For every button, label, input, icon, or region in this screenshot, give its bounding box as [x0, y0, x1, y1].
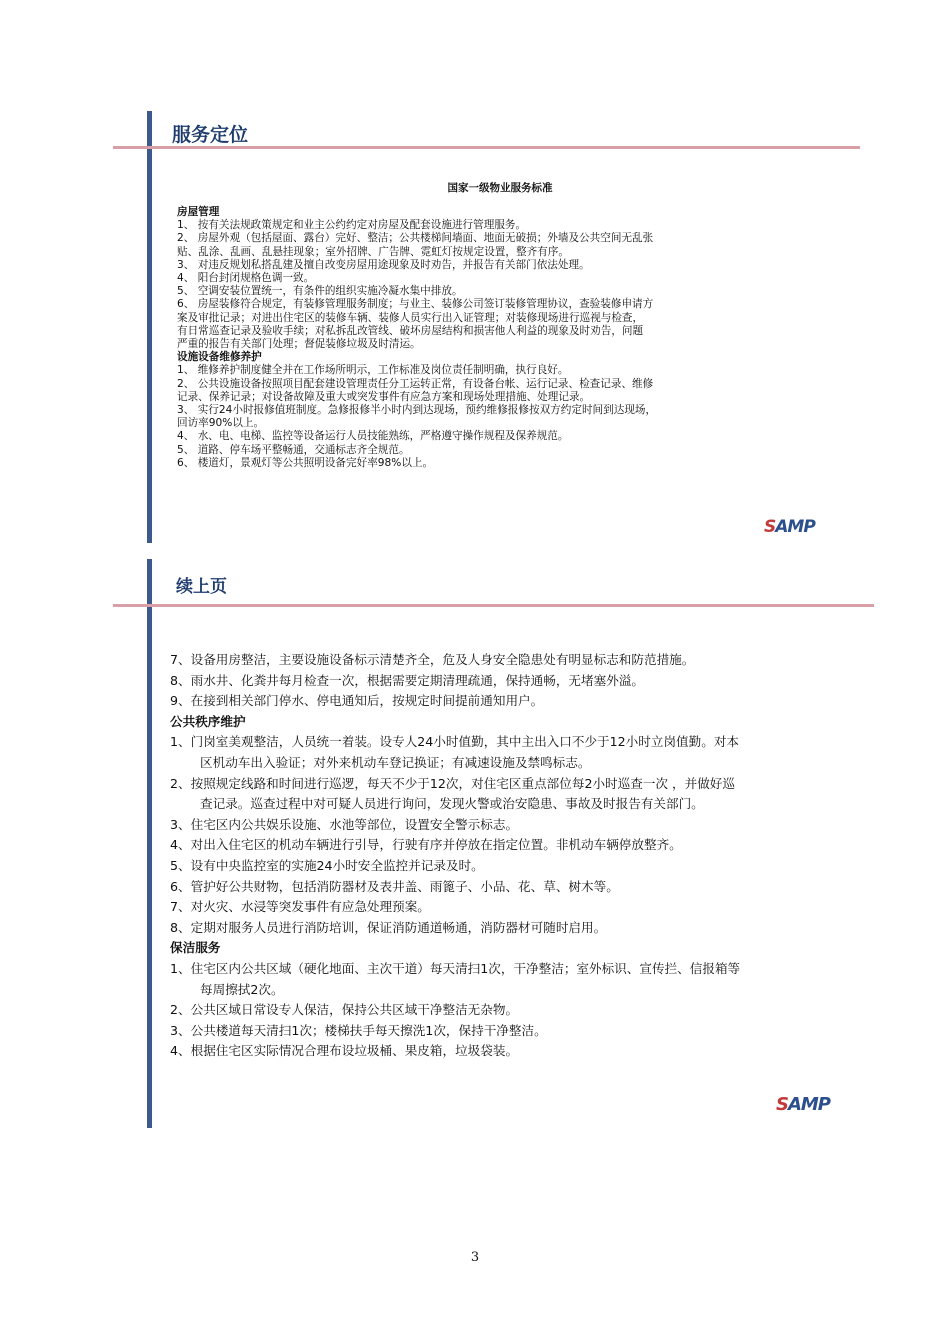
text-line: 严重的报告有关部门处理；督促装修垃圾及时清运。	[177, 338, 421, 351]
text-line: 8、定期对服务人员进行消防培训，保证消防通道畅通，消防器材可随时启用。	[170, 919, 607, 935]
slide1-samp-logo: SAMP	[764, 517, 815, 537]
section-heading: 房屋管理	[177, 206, 220, 218]
text-line: 4、 阳台封闭规格色调一致。	[177, 272, 315, 285]
text-line: 2、 房屋外观（包括屋面、露台）完好、整洁；公共楼梯间墙面、地面无破损；外墙及公共空间无乱张	[177, 232, 654, 245]
text-line: 2、 公共设施设备按照项目配套建设管理责任分工运转正常，有设备台帐、运行记录、检查记录、维修	[177, 377, 654, 390]
text-line: 5、设有中央监控室的实施24小时安全监控并记录及时。	[170, 857, 484, 873]
text-line: 4、 水、电、电梯、监控等设备运行人员技能熟练，严格遵守操作规程及保养规范。	[177, 430, 569, 443]
section-heading: 公共秩序维护	[170, 713, 246, 729]
text-line: 1、门岗室美观整洁，人员统一着装。设专人24小时值勤，其中主出入口不少于12小时立岗值勤。对本	[170, 734, 740, 750]
slide2-left-bar	[147, 559, 152, 1128]
slide1-title: 服务定位	[172, 124, 249, 146]
text-line: 5、 空调安装位置统一，有条件的组织实施冷凝水集中排放。	[177, 285, 463, 298]
text-line: 贴、乱涂、乱画、乱悬挂现象；室外招牌、广告牌、霓虹灯按规定设置，整齐有序。	[177, 245, 569, 258]
text-line: 6、管护好公共财物，包括消防器材及表井盖、雨篦子、小品、花、草、树木等。	[170, 878, 619, 894]
text-line: 1、 按有关法规政策规定和业主公约约定对房屋及配套设施进行管理服务。	[177, 219, 527, 232]
slide2-content	[170, 650, 860, 1062]
section-heading: 设施设备维修养护	[177, 351, 262, 364]
text-line: 查记录。巡查过程中对可疑人员进行询问，发现火警或治安隐患、事故及时报告有关部门。	[200, 796, 704, 812]
text-line: 9、在接到相关部门停水、停电通知后，按规定时间提前通知用户。	[170, 693, 544, 709]
text-line: 1、 维修养护制度健全并在工作场所明示，工作标准及岗位责任制明确，执行良好。	[177, 364, 569, 377]
text-line: 3、公共楼道每天清扫1次；楼梯扶手每天擦洗1次，保持干净整洁。	[170, 1022, 547, 1038]
section-heading: 保洁服务	[170, 940, 221, 956]
slide1-content	[177, 206, 827, 470]
text-line: 案及审批记录；对进出住宅区的装修车辆、装修人员实行出入证管理；对装修现场进行巡视与检查，	[177, 311, 644, 324]
text-line: 3、 对违反规划私搭乱建及擅自改变房屋用途现象及时劝告，并报告有关部门依法处理。	[177, 258, 590, 271]
text-line: 4、根据住宅区实际情况合理布设垃圾桶、果皮箱，垃圾袋装。	[170, 1043, 519, 1059]
slide1-left-bar	[147, 111, 152, 543]
text-line: 6、 房屋装修符合规定，有装修管理服务制度；与业主、装修公司签订装修管理协议，查验装修申请方	[177, 298, 654, 311]
text-line: 2、按照规定线路和时间进行巡逻，每天不少于12次，对住宅区重点部位每2小时巡查一次 ，并做好巡	[170, 775, 735, 791]
text-line: 有日常巡查记录及验收手续；对私拆乱改管线、破坏房屋结构和损害他人利益的现象及时劝告，问题	[177, 324, 644, 337]
slide2-title: 续上页	[176, 577, 227, 597]
text-line: 5、 道路、停车场平整畅通，交通标志齐全规范。	[177, 443, 410, 456]
text-line: 4、对出入住宅区的机动车辆进行引导，行驶有序并停放在指定位置。非机动车辆停放整齐。	[170, 837, 682, 853]
slide2-samp-logo: SAMP	[776, 1094, 831, 1115]
text-line: 8、雨水井、化粪井每月检查一次，根据需要定期清理疏通，保持通畅，无堵塞外溢。	[170, 672, 644, 688]
slide2-title-rule	[113, 604, 874, 607]
page-number: 3	[470, 1250, 480, 1265]
text-line: 3、 实行24小时报修值班制度。急修报修半小时内到达现场，预约维修报修按双方约定时间到达现场，	[177, 404, 657, 417]
text-line: 记录、保养记录；对设备故障及重大或突发事件有应急方案和现场处理措施、处理记录。	[177, 390, 591, 403]
text-line: 每周擦拭2次。	[200, 981, 284, 997]
text-line: 6、 楼道灯，景观灯等公共照明设备完好率98%以上。	[177, 456, 434, 469]
text-line: 7、设备用房整洁，主要设施设备标示清楚齐全，危及人身安全隐患处有明显标志和防范措施。	[170, 652, 695, 667]
text-line: 3、住宅区内公共娱乐设施、水池等部位，设置安全警示标志。	[170, 816, 519, 832]
slide1-doc-title: 国家一级物业服务标准	[447, 182, 553, 194]
text-line: 回访率90%以上。	[177, 417, 265, 430]
text-line: 1、住宅区内公共区域（硬化地面、主次干道）每天清扫1次，干净整洁；室外标识、宣传拦、信报箱等	[170, 960, 741, 976]
text-line: 7、对火灾、水浸等突发事件有应急处理预案。	[170, 899, 430, 915]
text-line: 2、公共区域日常设专人保洁，保持公共区域干净整洁无杂物。	[170, 1002, 519, 1018]
text-line: 区机动车出入验证；对外来机动车登记换证；有减速设施及禁鸣标志。	[200, 754, 591, 770]
